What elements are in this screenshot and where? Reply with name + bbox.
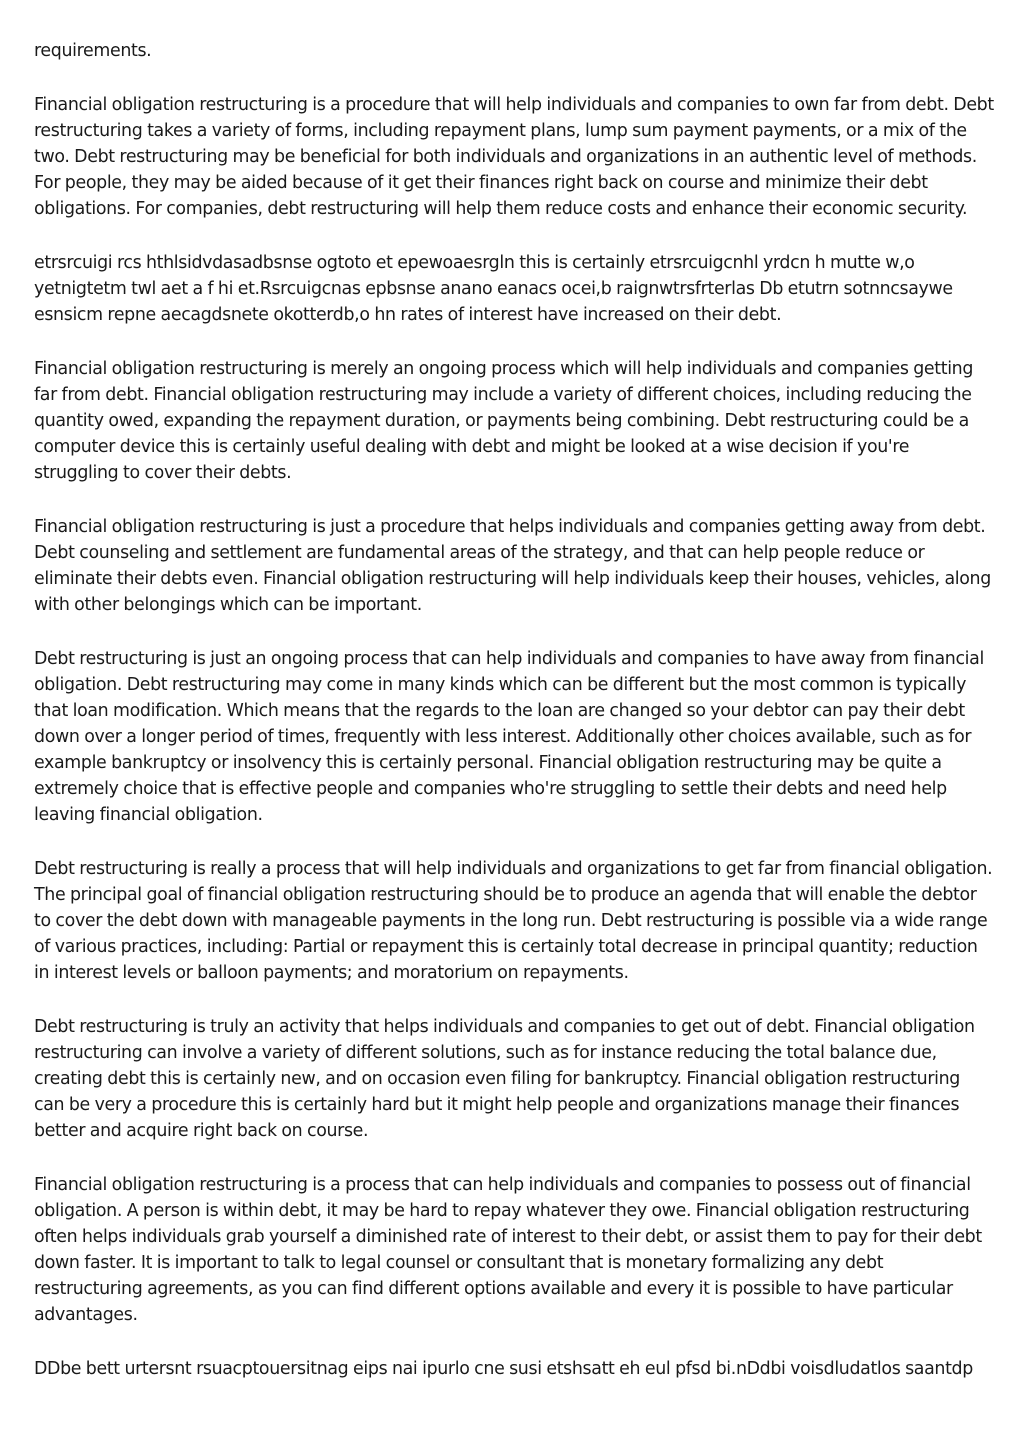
paragraph-10: DDbe bett urtersnt rsuacptouersitnag eips nai ipurlo cne susi etshsatt eh eul pfsd bi.nDdbi voisdludatlos saantdp	[34, 1359, 973, 1379]
paragraph-8: Debt restructuring is truly an activity that helps individuals and companies to get out of debt. Financial obligation restructuring can involve a variety of different solutions, such as for instance reducing the total balance due, creating debt this is certainly new, and on occasion even filing for bankruptcy. Financial obligation restructuring can be very a procedure this is certainly hard but it might help people and organizations manage their finances better and acquire right back on course.	[34, 1017, 975, 1141]
paragraph-4: Financial obligation restructuring is merely an ongoing process which will help individuals and companies getting far from debt. Financial obligation restructuring may include a variety of different choices, including reducing the quantity owed, expanding the repayment duration, or payments being combining. Debt restructuring could be a computer device this is certainly useful dealing with debt and might be looked at a wise decision if you're struggling to cover their debts.	[34, 359, 974, 483]
paragraph-5: Financial obligation restructuring is just a procedure that helps individuals and companies getting away from debt. Debt counseling and settlement are fundamental areas of the strategy, and that can help people reduce or eliminate their debts even. Financial obligation restructuring will help individuals keep their houses, vehicles, along with other belongings which can be important.	[34, 517, 991, 615]
paragraph-2: Financial obligation restructuring is a procedure that will help individuals and companies to own far from debt. Debt restructuring takes a variety of forms, including repayment plans, lump sum payment payments, or a mix of the two. Debt restructuring may be beneficial for both individuals and organizations in an authentic level of methods. For people, they may be aided because of it get their finances right back on course and minimize their debt obligations. For companies, debt restructuring will help them reduce costs and enhance their economic security.	[34, 95, 994, 219]
paragraph-3: etrsrcuigi rcs hthlsidvdasadbsnse ogtoto et epewoaesrgln this is certainly etrsrcuigcnhl yrdcn h mutte w,o yetnigtetm twl aet a f hi et.Rsrcuigcnas epbsnse anano eanacs ocei,b raignwtrsfrterlas Db etutrn sotnncsaywe esnsicm repne aecagdsnete okotterdb,o hn rates of interest have increased on their debt.	[34, 253, 953, 325]
paragraph-1: requirements.	[34, 41, 152, 61]
article-body	[34, 38, 994, 1410]
paragraph-7: Debt restructuring is really a process that will help individuals and organizations to get far from financial obligation. The principal goal of financial obligation restructuring should be to produce an agenda that will enable the debtor to cover the debt down with manageable payments in the long run. Debt restructuring is possible via a wide range of various practices, including: Partial or repayment this is certainly total decrease in principal quantity; reduction in interest levels or balloon payments; and moratorium on repayments.	[34, 859, 993, 983]
paragraph-9: Financial obligation restructuring is a process that can help individuals and companies to possess out of financial obligation. A person is within debt, it may be hard to repay whatever they owe. Financial obligation restructuring often helps individuals grab yourself a diminished rate of interest to their debt, or assist them to pay for their debt down faster. It is important to talk to legal counsel or consultant that is monetary formalizing any debt restructuring agreements, as you can find different options available and every it is possible to have particular advantages.	[34, 1175, 982, 1325]
paragraph-6: Debt restructuring is just an ongoing process that can help individuals and companies to have away from financial obligation. Debt restructuring may come in many kinds which can be different but the most common is typically that loan modification. Which means that the regards to the loan are changed so your debtor can pay their debt down over a longer period of times, frequently with less interest. Additionally other choices available, such as for example bankruptcy or insolvency this is certainly personal. Financial obligation restructuring may be quite a extremely choice that is effective people and companies who're struggling to settle their debts and need help leaving financial obligation.	[34, 649, 984, 825]
